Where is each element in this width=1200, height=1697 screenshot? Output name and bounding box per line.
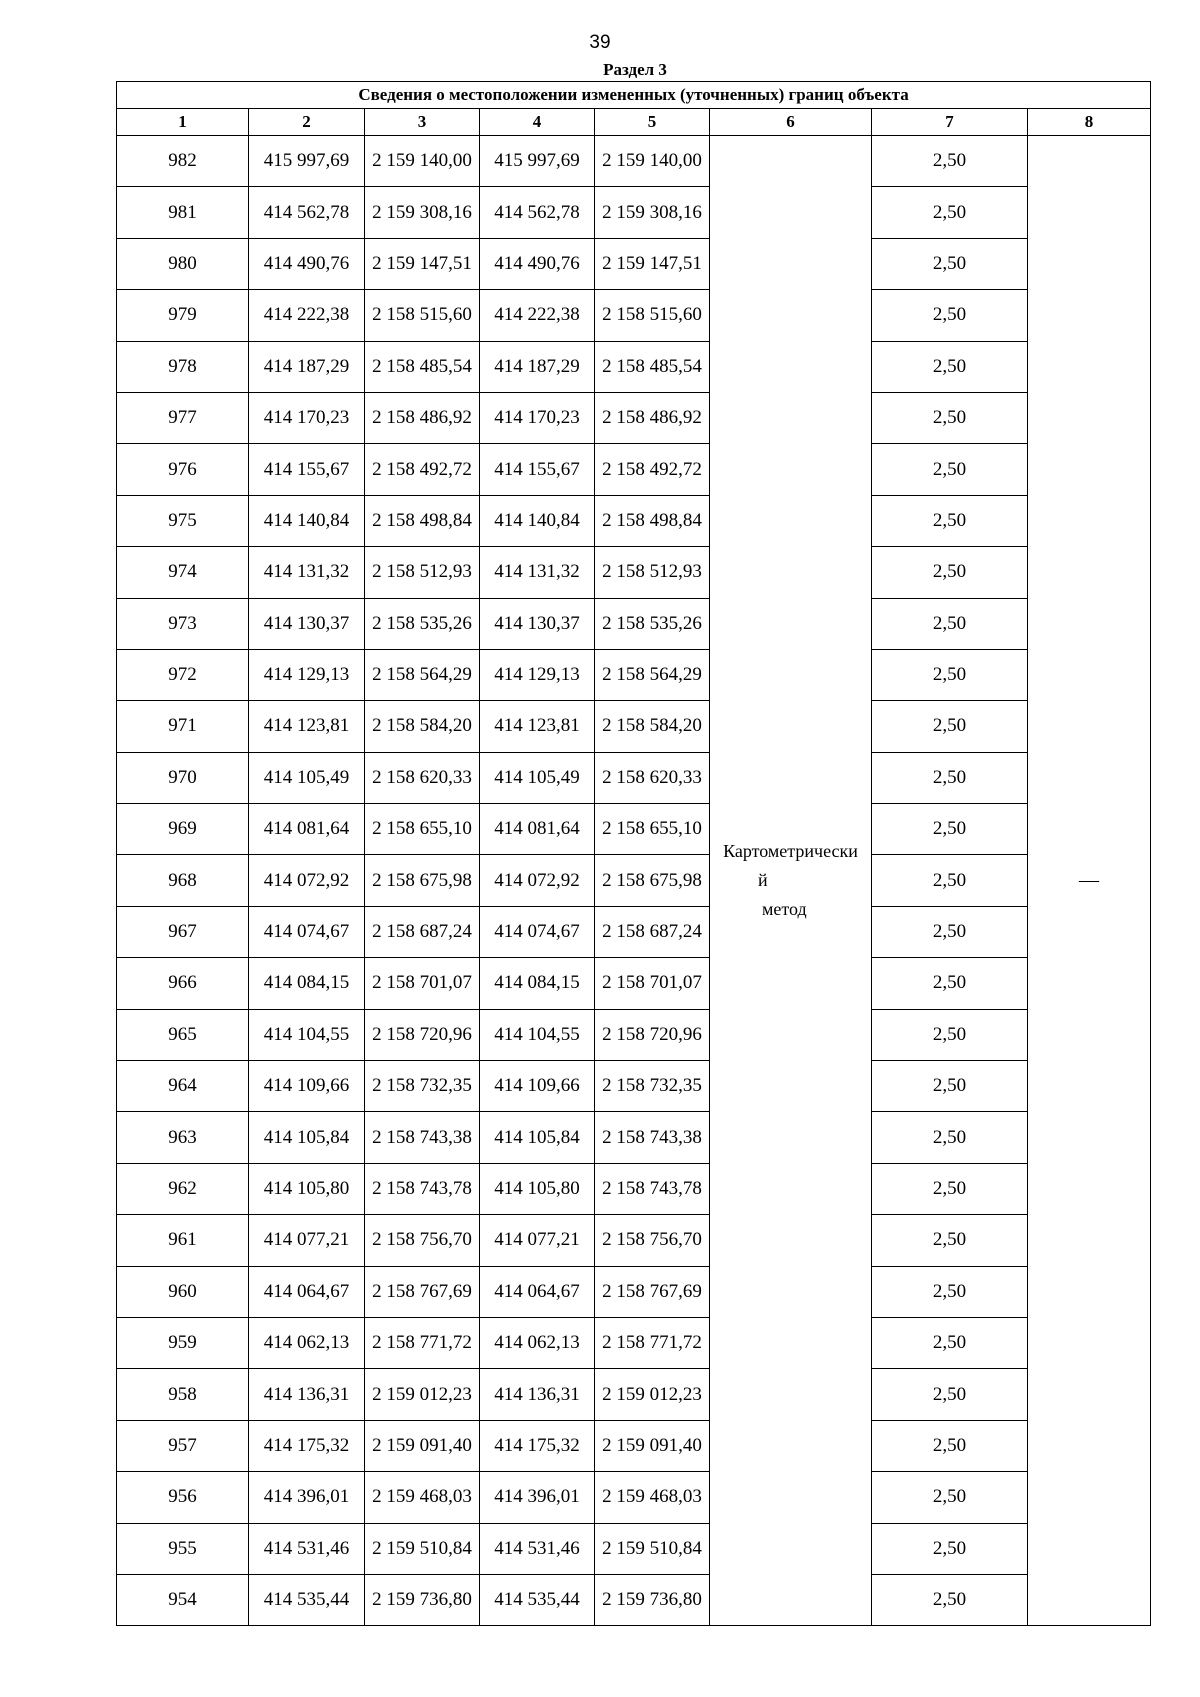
table-row xyxy=(117,1574,1151,1625)
cell-y-new: 2 158 564,29 xyxy=(595,649,710,700)
cell-accuracy: 2,50 xyxy=(872,1112,1028,1163)
table-row xyxy=(117,649,1151,700)
cell-x-new: 414 105,80 xyxy=(480,1163,595,1214)
cell-point-number: 973 xyxy=(117,598,249,649)
cell-y-new: 2 158 512,93 xyxy=(595,547,710,598)
table-row xyxy=(117,1317,1151,1368)
cell-point-number: 956 xyxy=(117,1472,249,1523)
cell-x-new: 414 081,64 xyxy=(480,804,595,855)
cell-y-new: 2 159 510,84 xyxy=(595,1523,710,1574)
cell-point-number: 957 xyxy=(117,1420,249,1471)
table-row xyxy=(117,495,1151,546)
cell-y-existing: 2 158 720,96 xyxy=(365,1009,480,1060)
cell-x-new: 414 104,55 xyxy=(480,1009,595,1060)
coordinates-table xyxy=(116,81,1151,1626)
cell-y-new: 2 159 147,51 xyxy=(595,238,710,289)
cell-x-existing: 414 155,67 xyxy=(249,444,365,495)
cell-x-existing: 414 105,84 xyxy=(249,1112,365,1163)
cell-y-existing: 2 158 620,33 xyxy=(365,752,480,803)
cell-accuracy: 2,50 xyxy=(872,1369,1028,1420)
column-header: 3 xyxy=(365,109,480,136)
cell-y-existing: 2 159 308,16 xyxy=(365,187,480,238)
cell-y-existing: 2 158 535,26 xyxy=(365,598,480,649)
cell-y-new: 2 158 498,84 xyxy=(595,495,710,546)
cell-x-existing: 414 064,67 xyxy=(249,1266,365,1317)
cell-x-existing: 414 077,21 xyxy=(249,1215,365,1266)
cell-accuracy: 2,50 xyxy=(872,547,1028,598)
cell-x-existing: 414 562,78 xyxy=(249,187,365,238)
cell-y-existing: 2 158 701,07 xyxy=(365,958,480,1009)
table-row xyxy=(117,1369,1151,1420)
cell-x-new: 414 105,49 xyxy=(480,752,595,803)
cell-x-new: 414 535,44 xyxy=(480,1574,595,1625)
cell-x-existing: 414 130,37 xyxy=(249,598,365,649)
table-row xyxy=(117,1472,1151,1523)
cell-x-existing: 414 074,67 xyxy=(249,906,365,957)
cell-point-number: 962 xyxy=(117,1163,249,1214)
cell-x-new: 414 562,78 xyxy=(480,187,595,238)
cell-accuracy: 2,50 xyxy=(872,1420,1028,1471)
page-number: 39 xyxy=(589,32,611,53)
cell-x-existing: 414 105,80 xyxy=(249,1163,365,1214)
cell-accuracy: 2,50 xyxy=(872,1574,1028,1625)
column-header: 6 xyxy=(710,109,872,136)
cell-accuracy: 2,50 xyxy=(872,392,1028,443)
cell-point-number: 974 xyxy=(117,547,249,598)
cell-point-number: 954 xyxy=(117,1574,249,1625)
cell-accuracy: 2,50 xyxy=(872,1061,1028,1112)
cell-x-new: 414 105,84 xyxy=(480,1112,595,1163)
cell-y-existing: 2 159 140,00 xyxy=(365,136,480,187)
cell-accuracy: 2,50 xyxy=(872,1009,1028,1060)
cell-y-existing: 2 159 147,51 xyxy=(365,238,480,289)
cell-accuracy: 2,50 xyxy=(872,136,1028,187)
cell-accuracy: 2,50 xyxy=(872,649,1028,700)
cell-accuracy: 2,50 xyxy=(872,855,1028,906)
cell-x-existing: 414 129,13 xyxy=(249,649,365,700)
cell-point-number: 972 xyxy=(117,649,249,700)
table-row xyxy=(117,547,1151,598)
table-row xyxy=(117,701,1151,752)
cell-x-new: 415 997,69 xyxy=(480,136,595,187)
cell-y-existing: 2 159 736,80 xyxy=(365,1574,480,1625)
column-header: 4 xyxy=(480,109,595,136)
table-row xyxy=(117,855,1151,906)
column-header: 7 xyxy=(872,109,1028,136)
table-row xyxy=(117,187,1151,238)
table-row xyxy=(117,598,1151,649)
cell-x-new: 414 222,38 xyxy=(480,290,595,341)
cell-x-existing: 414 136,31 xyxy=(249,1369,365,1420)
cell-x-existing: 414 081,64 xyxy=(249,804,365,855)
table-row xyxy=(117,1523,1151,1574)
cell-accuracy: 2,50 xyxy=(872,341,1028,392)
table-row xyxy=(117,1266,1151,1317)
cell-point-number: 980 xyxy=(117,238,249,289)
table-row xyxy=(117,136,1151,187)
cell-accuracy: 2,50 xyxy=(872,495,1028,546)
cell-y-existing: 2 158 756,70 xyxy=(365,1215,480,1266)
cell-y-existing: 2 159 012,23 xyxy=(365,1369,480,1420)
table-row xyxy=(117,1112,1151,1163)
cell-x-new: 414 155,67 xyxy=(480,444,595,495)
cell-x-new: 414 123,81 xyxy=(480,701,595,752)
table-row xyxy=(117,958,1151,1009)
cell-y-new: 2 158 486,92 xyxy=(595,392,710,443)
cell-point-number: 959 xyxy=(117,1317,249,1368)
cell-accuracy: 2,50 xyxy=(872,444,1028,495)
cell-accuracy: 2,50 xyxy=(872,1523,1028,1574)
cell-accuracy: 2,50 xyxy=(872,1472,1028,1523)
cell-x-new: 414 531,46 xyxy=(480,1523,595,1574)
cell-x-new: 414 130,37 xyxy=(480,598,595,649)
cell-accuracy: 2,50 xyxy=(872,1266,1028,1317)
method-text-line: Картометрически xyxy=(723,841,858,862)
cell-y-new: 2 158 675,98 xyxy=(595,855,710,906)
cell-description: — xyxy=(1028,136,1151,1626)
cell-point-number: 981 xyxy=(117,187,249,238)
cell-accuracy: 2,50 xyxy=(872,958,1028,1009)
column-header: 1 xyxy=(117,109,249,136)
cell-y-new: 2 158 687,24 xyxy=(595,906,710,957)
cell-x-new: 414 072,92 xyxy=(480,855,595,906)
cell-y-existing: 2 158 767,69 xyxy=(365,1266,480,1317)
column-header: 5 xyxy=(595,109,710,136)
column-header: 8 xyxy=(1028,109,1151,136)
cell-point-number: 977 xyxy=(117,392,249,443)
cell-x-existing: 414 062,13 xyxy=(249,1317,365,1368)
cell-y-new: 2 158 492,72 xyxy=(595,444,710,495)
cell-x-existing: 414 187,29 xyxy=(249,341,365,392)
cell-x-existing: 414 222,38 xyxy=(249,290,365,341)
cell-point-number: 960 xyxy=(117,1266,249,1317)
cell-point-number: 963 xyxy=(117,1112,249,1163)
table-body xyxy=(117,136,1151,1626)
cell-x-new: 414 140,84 xyxy=(480,495,595,546)
cell-x-new: 414 064,67 xyxy=(480,1266,595,1317)
cell-y-existing: 2 158 512,93 xyxy=(365,547,480,598)
cell-point-number: 976 xyxy=(117,444,249,495)
cell-point-number: 964 xyxy=(117,1061,249,1112)
cell-accuracy: 2,50 xyxy=(872,1163,1028,1214)
cell-point-number: 979 xyxy=(117,290,249,341)
cell-y-new: 2 158 732,35 xyxy=(595,1061,710,1112)
cell-x-existing: 414 104,55 xyxy=(249,1009,365,1060)
cell-point-number: 978 xyxy=(117,341,249,392)
cell-x-existing: 414 531,46 xyxy=(249,1523,365,1574)
table-row xyxy=(117,290,1151,341)
cell-x-new: 414 396,01 xyxy=(480,1472,595,1523)
cell-y-new: 2 159 012,23 xyxy=(595,1369,710,1420)
cell-y-existing: 2 158 687,24 xyxy=(365,906,480,957)
cell-accuracy: 2,50 xyxy=(872,701,1028,752)
cell-x-existing: 414 109,66 xyxy=(249,1061,365,1112)
cell-y-new: 2 159 308,16 xyxy=(595,187,710,238)
cell-x-new: 414 490,76 xyxy=(480,238,595,289)
cell-point-number: 969 xyxy=(117,804,249,855)
cell-x-existing: 415 997,69 xyxy=(249,136,365,187)
section-title: Раздел 3 xyxy=(603,60,667,79)
table-row xyxy=(117,804,1151,855)
cell-y-existing: 2 158 743,38 xyxy=(365,1112,480,1163)
cell-y-new: 2 158 584,20 xyxy=(595,701,710,752)
cell-x-existing: 414 105,49 xyxy=(249,752,365,803)
cell-y-existing: 2 159 468,03 xyxy=(365,1472,480,1523)
cell-point-number: 958 xyxy=(117,1369,249,1420)
cell-accuracy: 2,50 xyxy=(872,906,1028,957)
table-row xyxy=(117,444,1151,495)
cell-x-existing: 414 170,23 xyxy=(249,392,365,443)
cell-y-existing: 2 158 655,10 xyxy=(365,804,480,855)
cell-y-existing: 2 158 771,72 xyxy=(365,1317,480,1368)
cell-y-existing: 2 158 492,72 xyxy=(365,444,480,495)
cell-y-new: 2 158 655,10 xyxy=(595,804,710,855)
cell-x-new: 414 187,29 xyxy=(480,341,595,392)
cell-accuracy: 2,50 xyxy=(872,1317,1028,1368)
cell-y-existing: 2 158 743,78 xyxy=(365,1163,480,1214)
cell-y-new: 2 158 743,78 xyxy=(595,1163,710,1214)
table-row xyxy=(117,392,1151,443)
cell-accuracy: 2,50 xyxy=(872,290,1028,341)
table-row xyxy=(117,906,1151,957)
cell-x-existing: 414 535,44 xyxy=(249,1574,365,1625)
cell-x-existing: 414 131,32 xyxy=(249,547,365,598)
table-row xyxy=(117,1009,1151,1060)
table-row xyxy=(117,341,1151,392)
table-row xyxy=(117,238,1151,289)
cell-point-number: 965 xyxy=(117,1009,249,1060)
cell-accuracy: 2,50 xyxy=(872,1215,1028,1266)
cell-accuracy: 2,50 xyxy=(872,187,1028,238)
column-number-row xyxy=(117,109,1151,136)
method-text-line: метод xyxy=(762,899,807,920)
cell-point-number: 970 xyxy=(117,752,249,803)
cell-y-new: 2 158 620,33 xyxy=(595,752,710,803)
cell-y-existing: 2 158 485,54 xyxy=(365,341,480,392)
cell-y-existing: 2 159 091,40 xyxy=(365,1420,480,1471)
table-row xyxy=(117,1061,1151,1112)
cell-y-existing: 2 159 510,84 xyxy=(365,1523,480,1574)
cell-x-existing: 414 490,76 xyxy=(249,238,365,289)
cell-x-existing: 414 140,84 xyxy=(249,495,365,546)
cell-point-number: 975 xyxy=(117,495,249,546)
cell-y-existing: 2 158 675,98 xyxy=(365,855,480,906)
cell-accuracy: 2,50 xyxy=(872,804,1028,855)
cell-x-new: 414 136,31 xyxy=(480,1369,595,1420)
cell-point-number: 968 xyxy=(117,855,249,906)
cell-x-new: 414 074,67 xyxy=(480,906,595,957)
cell-y-new: 2 159 140,00 xyxy=(595,136,710,187)
cell-method xyxy=(710,136,872,1626)
method-text-line: й xyxy=(758,870,768,891)
cell-x-existing: 414 123,81 xyxy=(249,701,365,752)
cell-x-existing: 414 396,01 xyxy=(249,1472,365,1523)
cell-y-existing: 2 158 732,35 xyxy=(365,1061,480,1112)
column-header: 2 xyxy=(249,109,365,136)
cell-x-new: 414 062,13 xyxy=(480,1317,595,1368)
cell-x-existing: 414 175,32 xyxy=(249,1420,365,1471)
cell-y-new: 2 158 535,26 xyxy=(595,598,710,649)
cell-y-existing: 2 158 486,92 xyxy=(365,392,480,443)
cell-point-number: 961 xyxy=(117,1215,249,1266)
cell-x-new: 414 170,23 xyxy=(480,392,595,443)
cell-y-new: 2 158 485,54 xyxy=(595,341,710,392)
table-row xyxy=(117,1420,1151,1471)
cell-y-new: 2 158 771,72 xyxy=(595,1317,710,1368)
cell-y-new: 2 159 736,80 xyxy=(595,1574,710,1625)
cell-y-existing: 2 158 515,60 xyxy=(365,290,480,341)
cell-y-existing: 2 158 498,84 xyxy=(365,495,480,546)
cell-x-existing: 414 072,92 xyxy=(249,855,365,906)
cell-y-new: 2 159 091,40 xyxy=(595,1420,710,1471)
cell-point-number: 971 xyxy=(117,701,249,752)
table-row xyxy=(117,752,1151,803)
cell-y-new: 2 158 743,38 xyxy=(595,1112,710,1163)
cell-accuracy: 2,50 xyxy=(872,752,1028,803)
table-row xyxy=(117,1163,1151,1214)
cell-point-number: 982 xyxy=(117,136,249,187)
cell-y-new: 2 158 756,70 xyxy=(595,1215,710,1266)
cell-point-number: 967 xyxy=(117,906,249,957)
cell-accuracy: 2,50 xyxy=(872,238,1028,289)
cell-x-existing: 414 084,15 xyxy=(249,958,365,1009)
cell-y-new: 2 158 720,96 xyxy=(595,1009,710,1060)
table-row xyxy=(117,1215,1151,1266)
cell-y-new: 2 158 767,69 xyxy=(595,1266,710,1317)
cell-point-number: 955 xyxy=(117,1523,249,1574)
cell-y-new: 2 158 701,07 xyxy=(595,958,710,1009)
cell-x-new: 414 129,13 xyxy=(480,649,595,700)
cell-y-new: 2 158 515,60 xyxy=(595,290,710,341)
cell-y-existing: 2 158 584,20 xyxy=(365,701,480,752)
cell-y-new: 2 159 468,03 xyxy=(595,1472,710,1523)
cell-x-new: 414 175,32 xyxy=(480,1420,595,1471)
cell-x-new: 414 084,15 xyxy=(480,958,595,1009)
cell-x-new: 414 109,66 xyxy=(480,1061,595,1112)
cell-point-number: 966 xyxy=(117,958,249,1009)
cell-x-new: 414 131,32 xyxy=(480,547,595,598)
table-caption: Сведения о местоположении измененных (уточненных) границ объекта xyxy=(117,82,1151,109)
cell-y-existing: 2 158 564,29 xyxy=(365,649,480,700)
cell-accuracy: 2,50 xyxy=(872,598,1028,649)
cell-x-new: 414 077,21 xyxy=(480,1215,595,1266)
